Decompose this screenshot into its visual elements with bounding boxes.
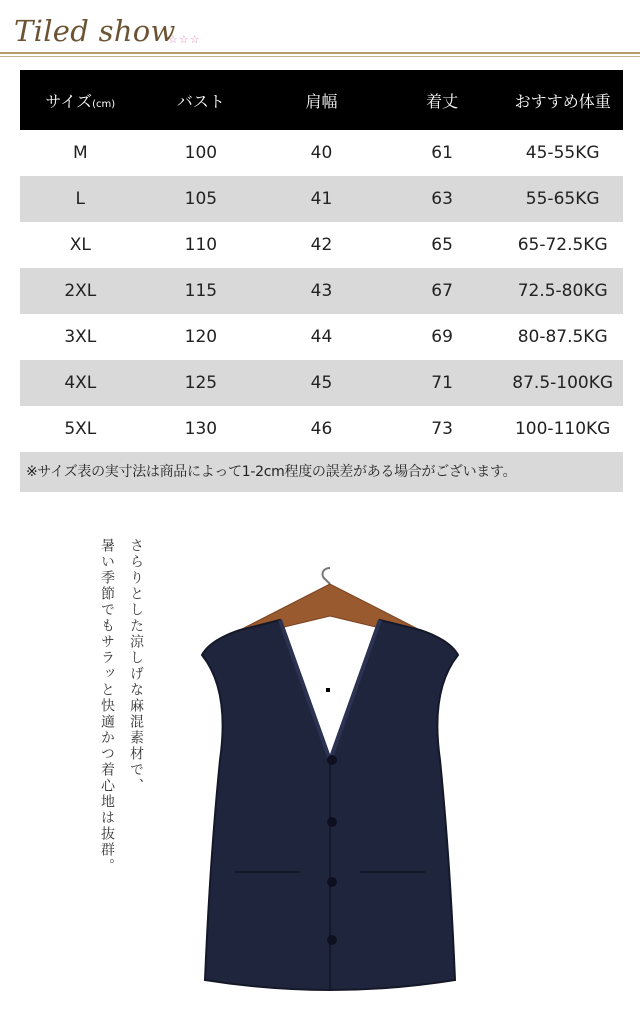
cell-bust: 105 xyxy=(184,189,218,209)
header-weight: おすすめ体重 xyxy=(514,91,611,111)
cell-weight: 100-110KG xyxy=(514,419,611,439)
description-line-2: 暑い季節でもサラッと快適かつ着心地は抜群。 xyxy=(99,538,115,874)
cell-bust: 125 xyxy=(184,373,218,393)
table-row xyxy=(20,130,623,176)
cell-size: 2XL xyxy=(64,281,97,301)
cell-shoulder: 43 xyxy=(310,281,333,301)
table-row xyxy=(20,314,623,360)
header-shoulder: 肩幅 xyxy=(305,91,338,111)
cell-size: M xyxy=(72,143,88,163)
cell-weight: 80-87.5KG xyxy=(517,327,608,347)
table-row xyxy=(20,406,623,452)
cell-size: XL xyxy=(69,235,91,255)
cell-length: 71 xyxy=(431,373,453,393)
header-rule-thin xyxy=(0,56,640,57)
cell-length: 73 xyxy=(431,419,453,439)
cell-size: 5XL xyxy=(64,419,97,439)
brand-title: Tiled show xyxy=(14,14,176,48)
product-vest-image xyxy=(180,560,480,1000)
cell-length: 67 xyxy=(431,281,453,301)
header-length: 着丈 xyxy=(426,91,459,111)
size-table xyxy=(20,70,623,492)
cell-weight: 55-65KG xyxy=(525,189,600,209)
cell-length: 65 xyxy=(431,235,453,255)
cell-weight: 45-55KG xyxy=(525,143,600,163)
header-bust: バスト xyxy=(176,91,225,111)
table-header xyxy=(20,70,623,130)
cell-weight: 87.5-100KG xyxy=(512,373,614,393)
cell-size: 4XL xyxy=(64,373,97,393)
table-row xyxy=(20,360,623,406)
cell-length: 61 xyxy=(431,143,453,163)
cell-shoulder: 46 xyxy=(310,419,333,439)
cell-weight: 65-72.5KG xyxy=(517,235,608,255)
table-row xyxy=(20,268,623,314)
cell-shoulder: 40 xyxy=(310,143,333,163)
stars-decoration: ☆☆☆ xyxy=(168,33,201,46)
size-note: ※サイズ表の実寸法は商品によって1-2cm程度の誤差がある場合がございます。 xyxy=(20,452,623,492)
cell-shoulder: 45 xyxy=(310,373,333,393)
table-row xyxy=(20,222,623,268)
description-line-1: さらりとした涼しげな麻混素材で、 xyxy=(128,538,144,794)
header-size: サイズ(cm) xyxy=(45,91,116,111)
cell-size: L xyxy=(75,189,86,209)
table-row xyxy=(20,176,623,222)
header xyxy=(0,0,640,60)
cell-shoulder: 42 xyxy=(310,235,333,255)
header-rule xyxy=(0,52,640,54)
cell-bust: 110 xyxy=(184,235,218,255)
cell-length: 63 xyxy=(431,189,453,209)
cell-bust: 130 xyxy=(184,419,218,439)
cell-length: 69 xyxy=(431,327,453,347)
cell-size: 3XL xyxy=(64,327,97,347)
unit-label: (cm) xyxy=(92,98,116,110)
cell-bust: 120 xyxy=(184,327,218,347)
cell-shoulder: 41 xyxy=(310,189,333,209)
cell-weight: 72.5-80KG xyxy=(517,281,608,301)
cell-bust: 115 xyxy=(184,281,218,301)
cell-shoulder: 44 xyxy=(310,327,333,347)
cell-bust: 100 xyxy=(184,143,218,163)
